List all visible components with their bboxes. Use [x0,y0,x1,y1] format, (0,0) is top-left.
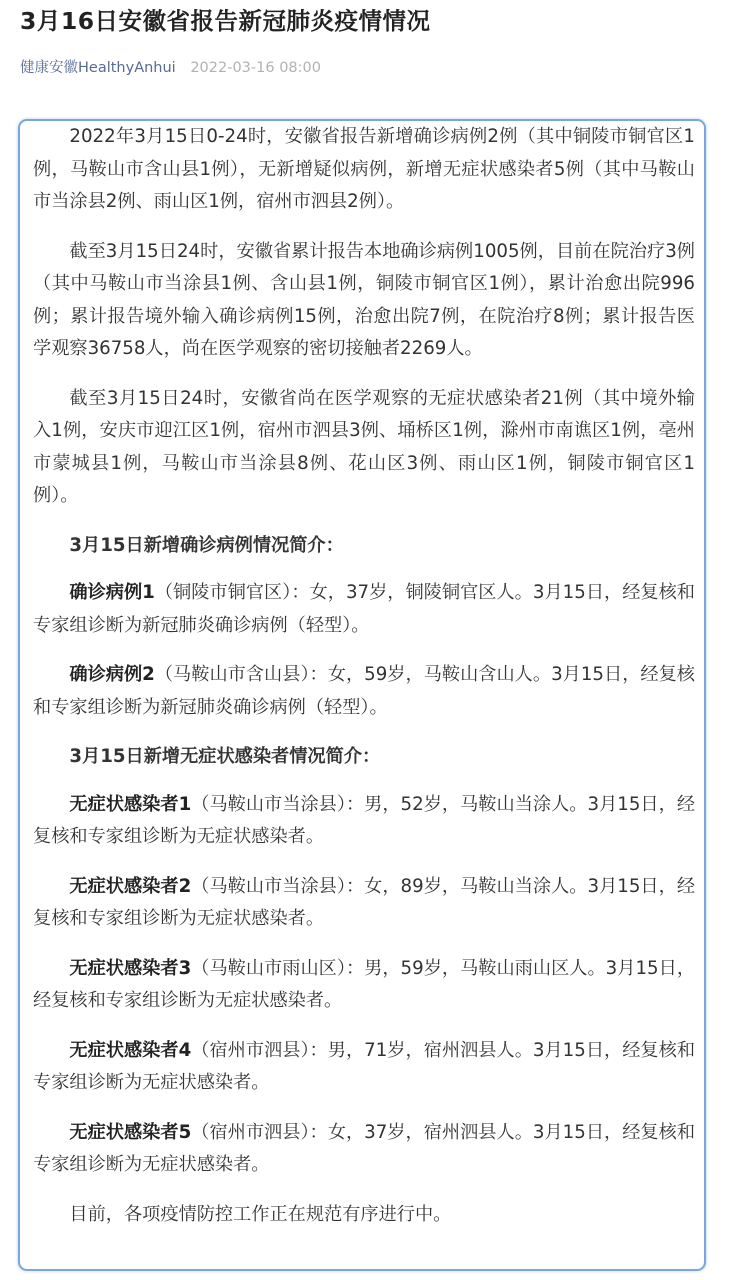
case-label: 无症状感染者2 [69,875,192,897]
article-title: 3月16日安徽省报告新冠肺炎疫情情况 [20,7,431,35]
asymptomatic-item [33,953,695,1018]
asymptomatic-observation-paragraph: 截至3月15日24时，安徽省尚在医学观察的无症状感染者21例（其中境外输入1例，安庆市迎江区1例，宿州市泗县3例、埇桥区1例，滁州市南谯区1例，亳州市蒙城县1例，马鞍山市当涂县8例、花山区3例、雨山区1例，铜陵市铜官区1例）。 [33,387,695,506]
cumulative-paragraph: 截至3月15日24时，安徽省累计报告本地确诊病例1005例，目前在院治疗3例（其中马鞍山市当涂县1例、含山县1例，铜陵市铜官区1例），累计治愈出院996例；累计报告境外输入确诊病例15例，治愈出院7例，在院治疗8例；累计报告医学观察36758人，尚在医学观察的密切接触者2269人。 [33,240,695,359]
closing-paragraph: 目前，各项疫情防控工作正在规范有序进行中。 [69,1203,452,1225]
publish-date: 2022-03-16 08:00 [190,60,321,76]
case-text: （宿州市泗县）：男，71岁，宿州泗县人。3月15日，经复核和专家组诊断为无症状感染者。 [33,1039,696,1093]
case-label: 无症状感染者3 [69,957,192,979]
case-text: （马鞍山市含山县）：女，59岁，马鞍山含山人。3月15日，经复核和专家组诊断为新冠肺炎确诊病例（轻型）。 [33,664,695,718]
case-label: 确诊病例1 [69,582,155,603]
case-text: （马鞍山市当涂县）：女，89岁，马鞍山当涂人。3月15日，经复核和专家组诊断为无症状感染者。 [33,875,696,929]
account-link[interactable]: 健康安徽HealthyAnhui [20,60,176,76]
case-text: （马鞍山市雨山区）：男，59岁，马鞍山雨山区人。3月15日，经复核和专家组诊断为无症状感染者。 [33,957,696,1011]
case-text: （铜陵市铜官区）：女，37岁，铜陵铜官区人。3月15日，经复核和专家组诊断为新冠肺炎确诊病例（轻型）。 [33,582,695,636]
summary-paragraph: 2022年3月15日0-24时，安徽省报告新增确诊病例2例（其中铜陵市铜官区1例，马鞍山市含山县1例），无新增疑似病例，新增无症状感染者5例（其中马鞍山市当涂县2例、雨山区1例，宿州市泗县2例）。 [33,126,695,212]
case-label: 无症状感染者1 [69,793,192,815]
case-item [33,659,695,724]
asymptomatic-item [33,789,695,854]
case-label: 无症状感染者4 [69,1039,192,1061]
article-meta [20,56,321,80]
asymptomatic-heading: 3月15日新增无症状感染者情况简介： [69,746,381,767]
case-text: （马鞍山市当涂县）：男，52岁，马鞍山当涂人。3月15日，经复核和专家组诊断为无症状感染者。 [33,793,696,847]
confirmed-heading: 3月15日新增确诊病例情况简介： [69,534,344,556]
case-item [33,577,695,642]
article-body [33,121,695,1248]
asymptomatic-item [33,1117,695,1182]
case-label: 无症状感染者5 [69,1121,192,1143]
case-text: （宿州市泗县）：女，37岁，宿州泗县人。3月15日，经复核和专家组诊断为无症状感染者。 [33,1121,696,1175]
asymptomatic-item [33,1035,695,1100]
asymptomatic-item [33,871,695,936]
case-label: 确诊病例2 [69,664,155,685]
